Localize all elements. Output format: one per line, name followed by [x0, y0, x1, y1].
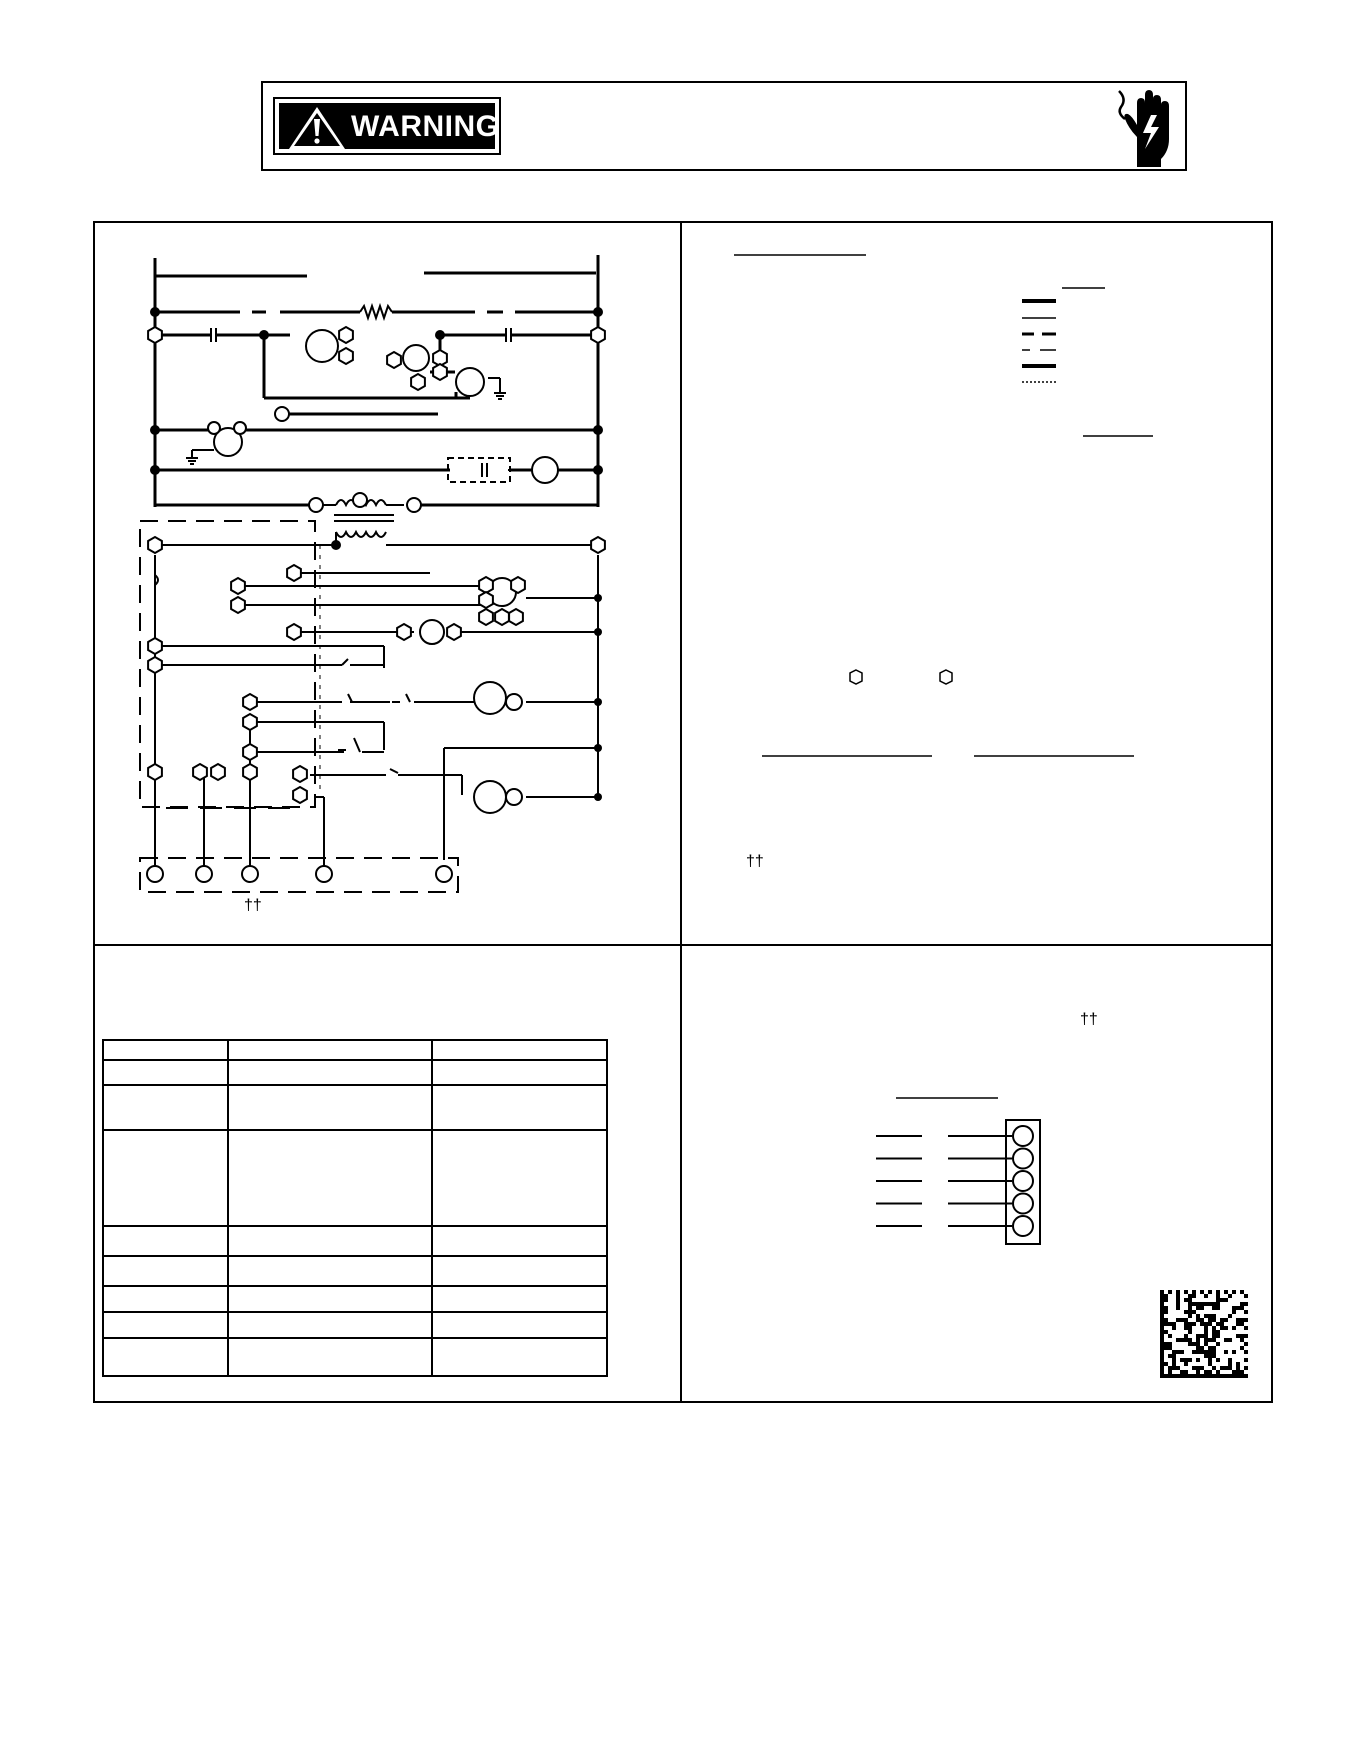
connector-pin-2: [1013, 1149, 1033, 1169]
connector-pin-1: [1013, 1126, 1033, 1146]
qr-code-icon: [1160, 1290, 1248, 1378]
connector-pin-3: [1013, 1171, 1033, 1191]
warning-label: WARNING: [351, 110, 500, 143]
connector-pin-4: [1013, 1194, 1033, 1214]
double-dagger-note-mark: ††: [746, 853, 764, 870]
double-dagger-connector-mark: ††: [1080, 1011, 1098, 1028]
double-dagger-mark: ††: [244, 897, 262, 914]
connector-pin-5: [1013, 1216, 1033, 1236]
